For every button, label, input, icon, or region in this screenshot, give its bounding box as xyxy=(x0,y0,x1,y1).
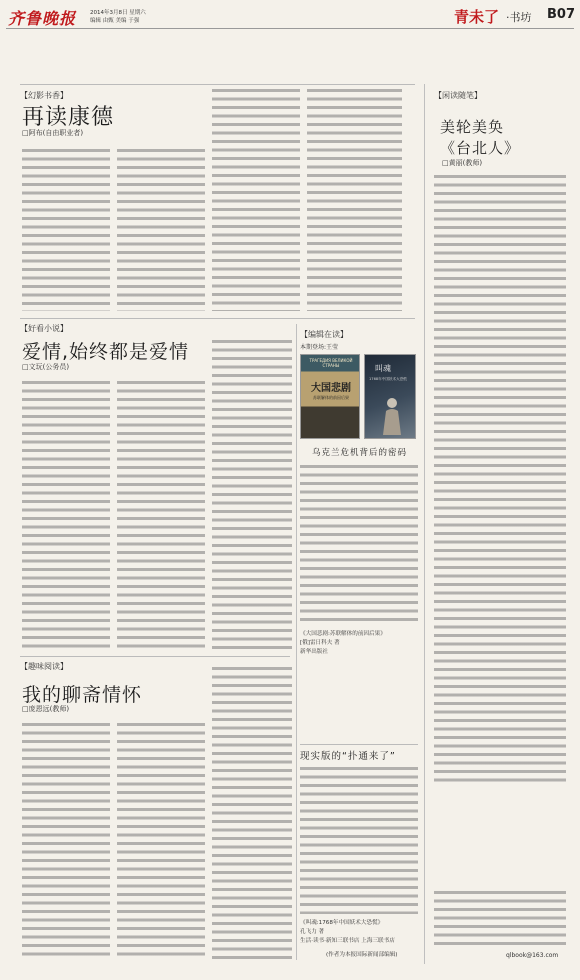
article-title-taipei-1: 美轮美奂 xyxy=(440,118,505,136)
love-text-col3 xyxy=(212,337,292,650)
right-column-divider xyxy=(424,84,425,964)
putong-book-info-3: 生活·读书·新知三联书店 上海三联书店 xyxy=(300,938,395,944)
book1-top-text: ТРАГЕДИЯ ВЕЛИКОЙ СТРАНЫ xyxy=(309,358,353,368)
section-label-bottom: 【趣味阅读】 xyxy=(20,662,68,671)
article-title-taipei-2: 《台北人》 xyxy=(440,139,521,157)
bottom-mid-rule xyxy=(300,744,418,745)
article-author-kant: □阿布(自由职业者) xyxy=(22,129,84,137)
article-author-love: □文玩(公务员) xyxy=(22,363,70,371)
footer-notes-text xyxy=(434,888,566,950)
section-label-top: 【幻影书香】 xyxy=(20,91,68,100)
kant-text-col3 xyxy=(212,86,300,311)
article-title-putong: 现实版的“扑通来了” xyxy=(300,751,396,762)
kant-text-col4 xyxy=(307,86,402,311)
recommend-heading: 乌克兰危机背后的密码 xyxy=(312,448,408,458)
page-number: B07 xyxy=(547,7,575,22)
kant-text-col2 xyxy=(117,146,205,311)
section-label-recommend: 【编辑在读】 xyxy=(300,330,348,339)
issue-date: 2014年3月8日 星期六 xyxy=(90,10,146,16)
article-author-liaozhai: □庞恩远(教师) xyxy=(22,705,70,713)
subsection-name: ·书坊 xyxy=(506,11,532,24)
book-cover-great-tragedy xyxy=(300,354,360,439)
recommend-sub: 本期登场:王莹 xyxy=(300,344,339,351)
putong-text xyxy=(300,764,418,914)
recommend-book-info-1: 《大国悲剧:苏联解体的前因后果》 xyxy=(300,631,386,637)
liaozhai-text-col3 xyxy=(212,664,292,960)
book2-title: 叫魂 xyxy=(375,364,391,373)
love-text-col2 xyxy=(117,378,205,650)
book2-subtitle: 1768年中国妖术大恐慌 xyxy=(369,377,407,381)
article-title-love: 爱情,始终都是爱情 xyxy=(22,341,190,363)
putong-byline: (作者为本报国际新闻部编辑) xyxy=(326,952,398,958)
middle-rule xyxy=(20,318,415,319)
bottom-rule xyxy=(20,656,290,657)
section-label-right: 【闲读随笔】 xyxy=(434,91,482,100)
putong-book-info-1: 《叫魂:1768年中国妖术大恐慌》 xyxy=(300,920,384,926)
article-title-liaozhai: 我的聊斋情怀 xyxy=(22,684,143,706)
book1-title: 大国悲剧 xyxy=(311,383,351,394)
book-cover-soulstealers xyxy=(364,354,416,439)
recommend-book-info-3: 新华出版社 xyxy=(300,649,328,655)
divider-a xyxy=(296,324,297,960)
recommend-text xyxy=(300,462,418,624)
top-left-rule xyxy=(20,84,415,85)
header-rule xyxy=(6,28,574,29)
footer-email: qlbook@163.com xyxy=(506,952,559,959)
section-label-middle: 【好看小说】 xyxy=(20,324,68,333)
editors-credit: 编辑 由甄 美编 于强 xyxy=(90,18,140,24)
masthead xyxy=(0,0,580,32)
book2-figure-icon xyxy=(377,395,407,435)
section-name: 青未了 xyxy=(454,8,500,26)
book1-subtitle: 苏联解体的前因后果 xyxy=(313,395,349,400)
putong-book-info-2: 孔飞力 著 xyxy=(300,929,325,935)
newspaper-logo: 齐鲁晚报 xyxy=(8,9,77,28)
kant-text-col1 xyxy=(22,146,110,311)
liaozhai-text-col1 xyxy=(22,720,110,960)
article-title-kant: 再读康德 xyxy=(22,105,115,130)
taipei-text xyxy=(434,172,566,784)
liaozhai-text-col2 xyxy=(117,720,205,960)
article-author-taipei: □黄丽(教师) xyxy=(442,159,483,167)
love-text-col1 xyxy=(22,378,110,650)
recommend-book-info-2: [俄]雷日科夫 著 xyxy=(300,640,340,646)
